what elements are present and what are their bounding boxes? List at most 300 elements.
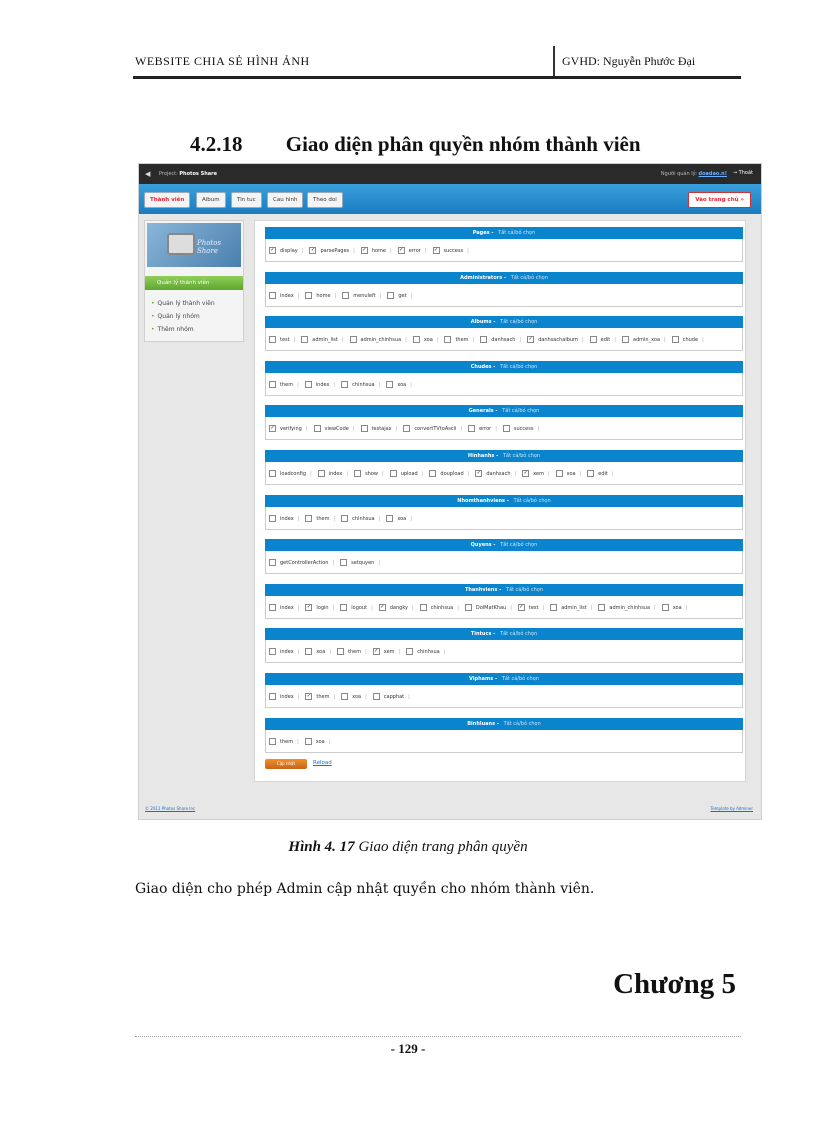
checkbox-row: [265, 239, 743, 262]
permission-checkbox[interactable]: ✓ parsePages |: [310, 247, 355, 254]
section-header: Nhomthanhviens - Tất cả/bỏ chọn: [265, 495, 743, 507]
select-all-link[interactable]: Tất cả/bỏ chọn: [500, 542, 538, 549]
select-all-link[interactable]: Tất cả/bỏ chọn: [500, 363, 538, 370]
checked-checkbox-icon[interactable]: ✓: [310, 247, 316, 253]
permission-section: [265, 718, 743, 753]
section-header: Administrators - Tất cả/bỏ chọn: [265, 272, 743, 284]
permission-checkbox[interactable]: index |: [269, 515, 299, 522]
checkbox-icon[interactable]: [341, 693, 348, 700]
bullet-icon: •: [151, 313, 155, 320]
checkbox-icon[interactable]: [420, 604, 427, 611]
checkbox-row: [265, 462, 743, 485]
header-divider: [553, 46, 555, 76]
checkbox-icon[interactable]: [269, 515, 276, 522]
checkbox-icon[interactable]: [341, 381, 348, 388]
user-name-link[interactable]: doadao.n!: [698, 171, 727, 177]
sidebar-item-quan-ly-nhom[interactable]: [151, 313, 200, 320]
nav-cau-hinh[interactable]: Cau hinh: [267, 192, 303, 208]
checkbox-label: home: [371, 248, 387, 254]
page-number: - 129 -: [390, 1041, 426, 1056]
permission-checkbox[interactable]: getControllerAction |: [269, 559, 334, 566]
checkbox-icon[interactable]: [314, 425, 321, 432]
permission-checkbox[interactable]: DoiMatKhau |: [465, 604, 512, 611]
checkbox-row: [265, 685, 743, 708]
section-header: Pages - Tất cả/bỏ chọn: [265, 227, 743, 239]
permission-checkbox[interactable]: admin_xoa |: [622, 336, 666, 343]
permission-section: [265, 405, 743, 440]
checkbox-icon[interactable]: [587, 470, 594, 477]
checkbox-icon[interactable]: [429, 470, 436, 477]
checkbox-icon[interactable]: [342, 292, 349, 299]
checkbox-icon[interactable]: [403, 425, 410, 432]
top-bar: [139, 164, 761, 184]
checkbox-icon[interactable]: [340, 604, 347, 611]
checkbox-label: index: [315, 381, 330, 388]
section-header: Albums - Tất cả/bỏ chọn: [265, 316, 743, 328]
checkbox-label: display: [280, 248, 298, 254]
header-left: WEBSITE CHIA SẺ HÌNH ẢNH: [135, 54, 310, 68]
project-label: Project:: [159, 171, 178, 177]
permission-section: [265, 584, 743, 619]
permission-checkbox[interactable]: ✓ display |: [270, 247, 304, 254]
sidebar-item-label: Thêm nhóm: [157, 326, 194, 333]
checkbox-label: show: [365, 471, 378, 477]
section-name: Administrators: [460, 274, 503, 281]
permission-checkbox[interactable]: index |: [318, 470, 348, 477]
footer-rule: [135, 1036, 741, 1037]
permission-checkbox[interactable]: ✓ them |: [306, 693, 336, 700]
checkbox-label: verifying: [280, 426, 302, 433]
select-all-link[interactable]: Tất cả/bỏ chọn: [503, 720, 541, 727]
section-name: Tintucs: [470, 631, 492, 638]
permission-checkbox[interactable]: chinhsua |: [341, 381, 380, 388]
checkbox-icon[interactable]: [350, 336, 357, 343]
section-header: Viphams - Tất cả/bỏ chọn: [265, 673, 743, 685]
sidebar-item-label: Quản lý nhóm: [157, 313, 200, 320]
permissions-panel: [254, 220, 746, 782]
section-title-text: Giao diện phân quyền nhóm thành viên: [285, 132, 641, 156]
checkbox-label: xoa: [352, 694, 362, 700]
permission-checkbox[interactable]: testajax |: [361, 425, 398, 432]
checkbox-label: dangky: [389, 604, 409, 611]
checkbox-icon[interactable]: [550, 604, 557, 611]
checkbox-icon[interactable]: [269, 604, 276, 611]
checkbox-label: them: [316, 515, 330, 522]
select-all-link[interactable]: Tất cả/bỏ chọn: [498, 230, 536, 236]
caption-label: Hình 4. 17: [288, 839, 355, 855]
checkbox-row: [265, 417, 743, 440]
logo-text: Photos Share: [197, 239, 222, 255]
permission-checkbox[interactable]: xoa |: [305, 648, 331, 655]
checkbox-icon[interactable]: [269, 559, 276, 566]
permission-checkbox[interactable]: them |: [269, 738, 299, 745]
permission-checkbox[interactable]: chinhsua |: [341, 515, 380, 522]
permission-checkbox[interactable]: logout |: [340, 604, 373, 611]
checkbox-icon[interactable]: [269, 381, 276, 388]
checkbox-icon[interactable]: [354, 470, 361, 477]
section-name: Nhomthanhviens: [457, 497, 506, 504]
checkbox-icon[interactable]: [373, 693, 380, 700]
checkbox-label: xoa: [566, 471, 576, 477]
permission-section: [265, 227, 743, 262]
section-name: Chudes: [470, 363, 492, 370]
checkbox-label: login: [316, 604, 329, 611]
permission-section: [265, 272, 743, 307]
permission-checkbox[interactable]: index |: [269, 648, 299, 655]
permission-checkbox[interactable]: doupload |: [429, 470, 469, 477]
permission-section: [265, 495, 743, 530]
select-all-link[interactable]: Tất cả/bỏ chọn: [513, 497, 551, 504]
screenshot-figure: [138, 163, 762, 820]
permission-checkbox[interactable]: chinhsua |: [420, 604, 459, 611]
permission-checkbox[interactable]: index |: [269, 604, 299, 611]
section-name: Viphams: [469, 676, 494, 682]
checkbox-label: logout: [351, 604, 368, 611]
permission-checkbox[interactable]: capphat |: [373, 693, 410, 700]
checkbox-icon[interactable]: [340, 559, 347, 566]
site-logo: [147, 223, 241, 267]
camera-icon: [167, 233, 195, 255]
permission-checkbox[interactable]: ✓ danhsach |: [476, 470, 517, 477]
checkbox-icon[interactable]: [269, 470, 276, 477]
checkbox-label: doupload: [440, 471, 464, 477]
checkbox-icon[interactable]: [305, 292, 312, 299]
checkbox-icon[interactable]: [269, 738, 276, 745]
permission-checkbox[interactable]: success |: [503, 425, 539, 432]
permission-checkbox[interactable]: admin_list |: [301, 336, 343, 343]
checkbox-label: setquyen: [351, 560, 375, 567]
checked-checkbox-icon[interactable]: ✓: [476, 470, 481, 476]
permission-checkbox[interactable]: loadconfig |: [269, 470, 312, 477]
permission-checkbox[interactable]: xoa |: [386, 515, 412, 522]
copyright: [145, 806, 195, 811]
select-all-link[interactable]: Tất cả/bỏ chọn: [502, 408, 540, 415]
sidebar-item-them-nhom[interactable]: [151, 326, 194, 333]
permission-checkbox[interactable]: ✓ login |: [306, 603, 335, 611]
screenshot-footer: [139, 797, 761, 819]
back-arrow-icon[interactable]: ◀: [145, 170, 151, 178]
select-all-link[interactable]: Tất cả/bỏ chọn: [505, 586, 544, 593]
checkbox-label: loadconfig: [280, 471, 306, 477]
checkbox-label: xoa: [316, 649, 326, 656]
permission-checkbox[interactable]: them |: [305, 515, 335, 522]
project-info: [159, 171, 217, 177]
checkbox-label: chude: [682, 337, 699, 344]
checkbox-label: success: [513, 426, 534, 433]
checkbox-icon[interactable]: [598, 604, 605, 611]
checkbox-label: testajax: [371, 426, 392, 433]
checkbox-row: [265, 373, 743, 396]
permission-checkbox[interactable]: home |: [305, 292, 336, 299]
checkbox-label: parsePages: [320, 248, 350, 254]
section-header: Quyens - Tất cả/bỏ chọn: [265, 539, 743, 551]
permission-checkbox[interactable]: them |: [337, 648, 367, 655]
user-info: [661, 171, 727, 177]
permission-checkbox[interactable]: get |: [387, 292, 412, 299]
permission-checkbox[interactable]: ✓ error |: [399, 247, 427, 254]
checkbox-icon[interactable]: [556, 470, 563, 477]
reload-link[interactable]: Reload: [313, 760, 332, 766]
permission-checkbox[interactable]: ✓ danhsachalbum |: [528, 336, 584, 344]
copyright-text[interactable]: © 2011 Photos Share Inc: [145, 806, 196, 811]
checkbox-row: [265, 507, 743, 530]
permission-checkbox[interactable]: ✓ dangky |: [380, 603, 414, 611]
checkbox-row: [265, 284, 743, 307]
checkbox-label: home: [316, 292, 331, 299]
checked-checkbox-icon[interactable]: ✓: [270, 247, 275, 253]
checkbox-icon[interactable]: [305, 381, 312, 388]
checkbox-label: success: [443, 248, 464, 254]
permission-checkbox[interactable]: admin_chinhsua |: [598, 604, 655, 611]
checked-checkbox-icon[interactable]: ✓: [519, 603, 524, 610]
checkbox-label: xoa: [423, 337, 433, 344]
checkbox-label: danhsach: [486, 471, 511, 477]
permission-checkbox[interactable]: danhsach |: [480, 336, 521, 343]
permission-checkbox[interactable]: menuleft |: [342, 292, 381, 299]
checkbox-icon[interactable]: [465, 604, 472, 611]
checkbox-label: xem: [533, 471, 544, 477]
checked-checkbox-icon[interactable]: ✓: [523, 470, 528, 476]
permission-checkbox[interactable]: ✓ xem |: [523, 470, 550, 477]
permission-section: [265, 361, 743, 396]
permission-checkbox[interactable]: ✓ verifying |: [270, 425, 308, 433]
checkbox-label: get: [398, 292, 407, 299]
user-label: Người quản lý:: [660, 171, 697, 177]
checked-checkbox-icon[interactable]: ✓: [270, 425, 275, 432]
checkbox-label: chinhsua: [352, 515, 375, 522]
body-paragraph: Giao diện cho phép Admin cập nhật quyền cho nhóm thành viên.: [135, 881, 595, 897]
permission-section: [265, 628, 743, 663]
permission-section: [265, 673, 743, 708]
checkbox-icon[interactable]: [444, 336, 451, 343]
permission-checkbox[interactable]: xoa |: [341, 693, 367, 700]
section-name: Binhluans: [467, 720, 496, 727]
checkbox-label: chinhsua: [352, 381, 375, 388]
nav-thanh-vien[interactable]: Thành viên: [144, 192, 190, 208]
permission-checkbox[interactable]: index |: [269, 693, 299, 700]
permission-checkbox[interactable]: upload |: [390, 470, 424, 477]
permission-checkbox[interactable]: ✓ test |: [519, 603, 545, 611]
checkbox-label: index: [280, 649, 294, 656]
section-header: Tintucs - Tất cả/bỏ chọn: [265, 628, 743, 640]
permission-checkbox[interactable]: xoa |: [662, 604, 688, 611]
checkbox-icon[interactable]: [337, 648, 344, 655]
checkbox-label: xoa: [315, 738, 325, 745]
checkbox-label: them: [316, 694, 330, 700]
checkbox-label: chinhsua: [417, 649, 440, 656]
checkbox-label: them: [280, 738, 294, 745]
select-all-link[interactable]: Tất cả/bỏ chọn: [500, 631, 538, 638]
checkbox-icon[interactable]: [305, 738, 312, 745]
checkbox-row: [265, 551, 743, 574]
checkbox-row: [265, 640, 743, 663]
checkbox-label: chinhsua: [430, 604, 454, 611]
checkbox-label: xoa: [397, 515, 407, 522]
checkbox-label: xoa: [397, 381, 407, 388]
nav-theo-doi[interactable]: Theo doi: [307, 192, 343, 208]
select-all-link[interactable]: Tất cả/bỏ chọn: [510, 274, 548, 281]
caption-text: Giao diện trang phân quyền: [358, 839, 528, 855]
permission-checkbox[interactable]: viewCode |: [314, 425, 355, 432]
checkbox-label: them: [280, 381, 294, 388]
chapter-heading: Chương 5: [613, 968, 736, 1000]
checkbox-row: [265, 328, 743, 351]
checkbox-label: admin_xoa: [632, 337, 661, 344]
checkbox-label: capphat: [383, 694, 405, 700]
checkbox-label: getControllerAction: [280, 560, 329, 567]
checkbox-label: edit: [600, 337, 611, 344]
permission-checkbox[interactable]: error |: [468, 425, 497, 432]
checkbox-label: error: [408, 248, 421, 254]
section-name: Generals: [468, 408, 494, 415]
project-name: Photos Share: [179, 171, 217, 177]
checkbox-label: menuleft: [353, 292, 376, 299]
figure-caption: [0, 839, 816, 856]
bullet-icon: •: [151, 326, 155, 333]
checkbox-icon[interactable]: [468, 425, 475, 432]
checkbox-label: danhsach: [491, 337, 516, 344]
checkbox-label: index: [280, 604, 294, 611]
permission-checkbox[interactable]: edit |: [587, 470, 613, 477]
section-name: Pages: [472, 230, 490, 236]
permission-checkbox[interactable]: setquyen |: [340, 559, 380, 566]
checkbox-icon[interactable]: [390, 470, 397, 477]
update-button[interactable]: Cập nhật: [265, 759, 307, 769]
select-all-link[interactable]: Tất cả/bỏ chọn: [500, 319, 538, 326]
section-header: Generals - Tất cả/bỏ chọn: [265, 405, 743, 417]
checkbox-icon[interactable]: [622, 336, 629, 343]
checkbox-icon[interactable]: [301, 336, 308, 343]
sidebar-item-label: Quản lý thành viên: [157, 300, 215, 307]
permission-checkbox[interactable]: ✓ home |: [362, 247, 392, 254]
checked-checkbox-icon[interactable]: ✓: [399, 247, 404, 253]
permission-section: [265, 450, 743, 485]
nav-album[interactable]: Album: [196, 192, 226, 208]
checkbox-icon[interactable]: [305, 515, 312, 522]
permission-checkbox[interactable]: ✓ xem |: [374, 648, 401, 656]
checkbox-label: them: [348, 649, 362, 656]
checkbox-icon[interactable]: [590, 336, 597, 343]
permission-checkbox[interactable]: edit |: [590, 336, 616, 343]
checked-checkbox-icon[interactable]: ✓: [306, 693, 311, 699]
home-button[interactable]: Vào trang chủ »: [688, 192, 751, 208]
permission-checkbox[interactable]: chude |: [672, 336, 704, 343]
checkbox-label: admin_list: [312, 337, 338, 344]
section-title: [190, 132, 641, 157]
checkbox-label: index: [280, 515, 294, 522]
template-credit: [710, 806, 753, 811]
checkbox-label: index: [280, 694, 294, 700]
checked-checkbox-icon[interactable]: ✓: [374, 648, 379, 655]
permission-checkbox[interactable]: test |: [269, 336, 295, 343]
logout-link[interactable]: → Thoát: [732, 170, 753, 176]
permission-section: [265, 316, 743, 351]
section-name: Hinhanhs: [467, 453, 495, 459]
checkbox-label: upload: [400, 471, 418, 477]
permission-checkbox[interactable]: them |: [444, 336, 474, 343]
checkbox-icon[interactable]: [269, 292, 276, 299]
section-header: Binhluans - Tất cả/bỏ chọn: [265, 718, 743, 730]
checkbox-icon[interactable]: [386, 515, 393, 522]
checkbox-icon[interactable]: [480, 336, 487, 343]
checkbox-row: [265, 596, 743, 619]
checkbox-label: convertTVtoAscii: [414, 426, 457, 433]
permission-checkbox[interactable]: xoa |: [386, 381, 412, 388]
permission-checkbox[interactable]: show |: [354, 470, 384, 477]
checked-checkbox-icon[interactable]: ✓: [306, 603, 311, 610]
checkbox-icon[interactable]: [269, 648, 276, 655]
checkbox-icon[interactable]: [662, 604, 669, 611]
checkbox-label: them: [455, 337, 469, 344]
permission-checkbox[interactable]: index |: [269, 292, 299, 299]
checkbox-label: xoa: [672, 604, 682, 611]
permission-checkbox[interactable]: xoa |: [556, 470, 582, 477]
checkbox-icon[interactable]: [503, 425, 510, 432]
header-right: GVHD: Nguyễn Phước Đại: [562, 54, 696, 68]
sidebar-active-label: Quản lý thành viên: [157, 280, 210, 286]
checkbox-icon[interactable]: [341, 515, 348, 522]
checkbox-icon[interactable]: [413, 336, 420, 343]
checkbox-icon[interactable]: [269, 336, 276, 343]
checkbox-icon[interactable]: [318, 470, 325, 477]
permission-checkbox[interactable]: index |: [305, 381, 335, 388]
permission-checkbox[interactable]: chinhsua |: [406, 648, 445, 655]
checkbox-label: DoiMatKhau: [475, 604, 507, 611]
permission-checkbox[interactable]: convertTVtoAscii |: [403, 425, 462, 432]
checkbox-icon[interactable]: [672, 336, 679, 343]
checkbox-label: admin_chinhsua: [609, 604, 651, 611]
checkbox-label: viewCode: [324, 426, 349, 433]
checkbox-icon[interactable]: [386, 381, 393, 388]
checkbox-label: test: [528, 604, 539, 611]
permission-section: [265, 539, 743, 574]
permission-checkbox[interactable]: admin_list |: [550, 604, 592, 611]
checked-checkbox-icon[interactable]: ✓: [380, 603, 385, 610]
nav-bar: [139, 184, 761, 214]
permission-checkbox[interactable]: xoa |: [413, 336, 439, 343]
permission-checkbox[interactable]: admin_chinhsua |: [350, 336, 407, 343]
sidebar: [144, 220, 244, 342]
sidebar-active-item[interactable]: [145, 276, 243, 290]
template-credit-text[interactable]: Template by Adminer: [710, 806, 753, 811]
permission-checkbox[interactable]: xoa |: [305, 738, 331, 745]
checkbox-icon[interactable]: [269, 693, 276, 700]
checkbox-label: index: [328, 471, 343, 477]
permission-checkbox[interactable]: them |: [269, 381, 299, 388]
checkbox-icon[interactable]: [406, 648, 413, 655]
sidebar-item-quan-ly-thanh-vien[interactable]: [151, 300, 215, 307]
checkbox-label: error: [479, 426, 492, 433]
checked-checkbox-icon[interactable]: ✓: [362, 247, 367, 253]
permission-checkbox[interactable]: ✓ success |: [433, 247, 469, 254]
checkbox-label: test: [280, 337, 290, 344]
checkbox-icon[interactable]: [305, 648, 312, 655]
nav-tin-tuc[interactable]: Tin tuc: [231, 192, 262, 208]
section-header: Thanhviens - Tất cả/bỏ chọn: [265, 584, 743, 596]
checkbox-label: admin_chinhsua: [360, 337, 402, 344]
section-name: Quyens: [470, 542, 492, 549]
checkbox-label: danhsachalbum: [538, 337, 578, 344]
checkbox-icon[interactable]: [361, 425, 368, 432]
checkbox-label: admin_list: [561, 604, 587, 611]
select-all-link[interactable]: Tất cả/bỏ chọn: [501, 676, 539, 682]
select-all-link[interactable]: Tất cả/bỏ chọn: [502, 453, 541, 459]
checked-checkbox-icon[interactable]: ✓: [433, 247, 439, 253]
checkbox-icon[interactable]: [387, 292, 394, 299]
section-number: 4.2.18: [190, 132, 243, 156]
checked-checkbox-icon[interactable]: ✓: [528, 336, 533, 343]
checkbox-label: xem: [383, 649, 395, 656]
